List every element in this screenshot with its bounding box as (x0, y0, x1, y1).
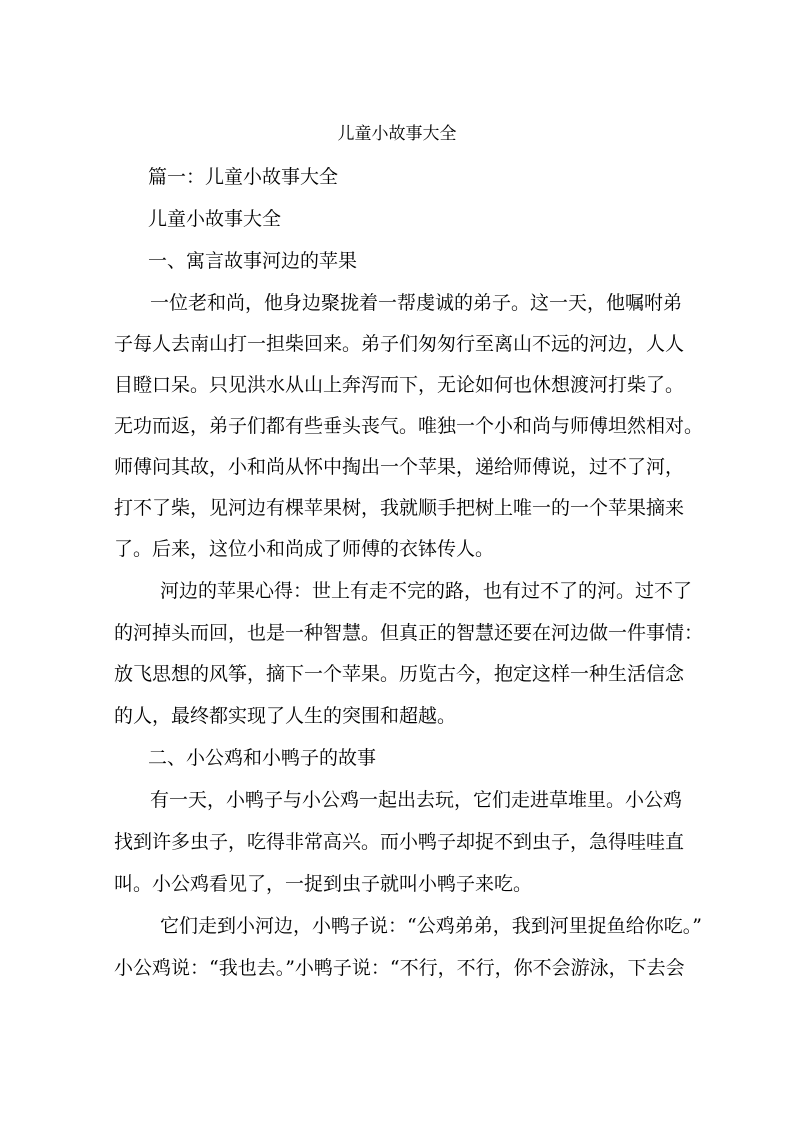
story1-para1-line: 打不了柴，见河边有棵苹果树，我就顺手把树上唯一的一个苹果摘来 (114, 497, 685, 519)
story1-para1-line: 子每人去南山打一担柴回来。弟子们匆匆行至离山不远的河边，人人 (114, 333, 685, 355)
story1-para2-line: 河边的苹果心得：世上有走不完的路，也有过不了的河。过不了 (160, 580, 693, 602)
subheading: 儿童小故事大全 (148, 208, 282, 230)
story2-para2-line: 小公鸡说：“我也去。”小鸭子说：“不行，不行，你不会游泳，下去会 (114, 957, 685, 979)
story1-para1-line: 了。后来，这位小和尚成了师傅的衣钵传人。 (114, 538, 495, 560)
story2-para1-line: 找到许多虫子，吃得非常高兴。而小鸭子却捉不到虫子，急得哇哇直 (114, 831, 685, 853)
story2-para2-line: 它们走到小河边，小鸭子说：“公鸡弟弟，我到河里捉鱼给你吃。” (160, 915, 702, 937)
story1-para1-line: 目瞪口呆。只见洪水从山上奔泻而下，无论如何也休想渡河打柴了。 (114, 374, 685, 396)
document-title: 儿童小故事大全 (337, 124, 457, 144)
story2-para1-line: 叫。小公鸡看见了，一捉到虫子就叫小鸭子来吃。 (114, 873, 533, 895)
story2-heading: 二、小公鸡和小鸭子的故事 (148, 747, 377, 769)
story1-para2-line: 的人，最终都实现了人生的突围和超越。 (114, 705, 457, 727)
story1-para2-line: 放飞思想的风筝，摘下一个苹果。历览古今，抱定这样一种生活信念 (114, 663, 685, 685)
section-heading: 篇一：儿童小故事大全 (148, 166, 339, 188)
story1-para1-line: 无功而返，弟子们都有些垂头丧气。唯独一个小和尚与师傅坦然相对。 (114, 415, 704, 437)
story1-heading: 一、寓言故事河边的苹果 (148, 250, 358, 272)
story2-para1-line: 有一天，小鸭子与小公鸡一起出去玩，它们走进草堆里。小公鸡 (150, 789, 683, 811)
story1-para1-line: 一位老和尚，他身边聚拢着一帮虔诚的弟子。这一天，他嘱咐弟 (150, 292, 683, 314)
story1-para1-line: 师傅问其故，小和尚从怀中掏出一个苹果，递给师傅说，过不了河， (114, 456, 685, 478)
story1-para2-line: 的河掉头而回，也是一种智慧。但真正的智慧还要在河边做一件事情： (114, 622, 704, 644)
